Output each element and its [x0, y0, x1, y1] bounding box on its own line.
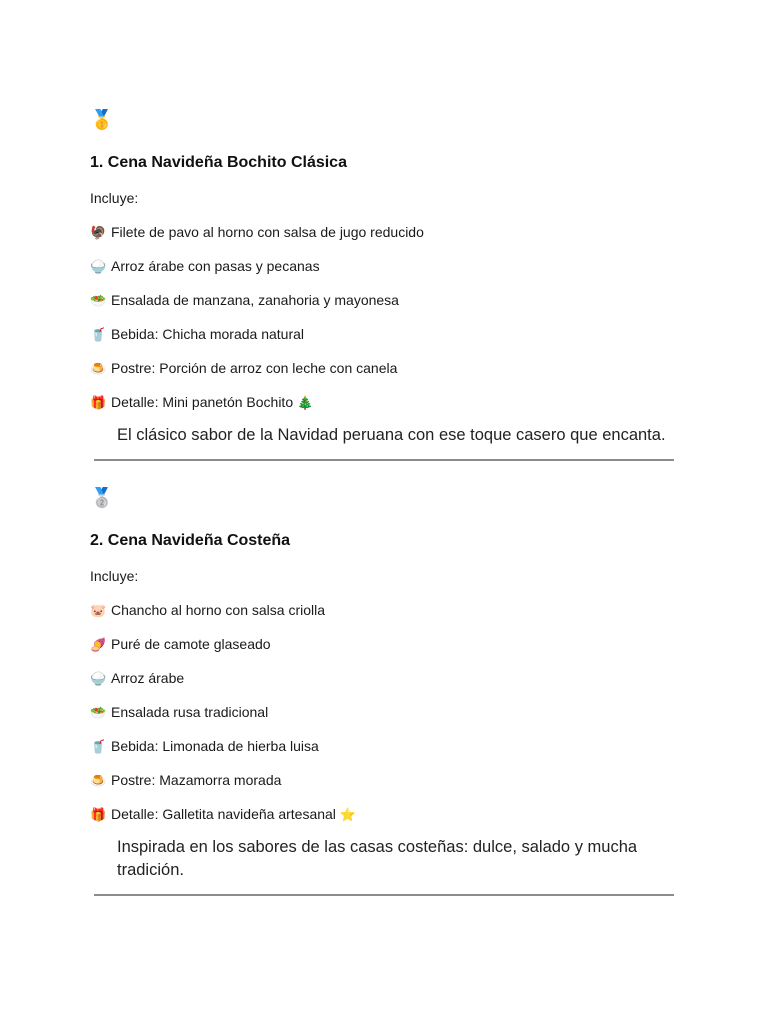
rice-bowl-icon: 🍚 [90, 259, 107, 274]
menu-item-text: Postre: Porción de arroz con leche con canela [111, 360, 398, 376]
pig-icon: 🐷 [90, 603, 107, 618]
menu-item [90, 222, 680, 242]
menu-item-text: Chancho al horno con salsa criolla [111, 602, 326, 618]
turkey-icon: 🦃 [90, 225, 107, 240]
menu-item [90, 634, 680, 654]
silver-medal-icon: 🥈 [90, 488, 114, 509]
menu-item [90, 392, 680, 412]
menu-item [90, 804, 680, 824]
menu-item-list [90, 600, 680, 824]
menu-title: 2. Cena Navideña Costeña [90, 532, 291, 549]
menu-section-bochito-clasica [90, 109, 680, 461]
sweet-potato-icon: 🍠 [90, 637, 107, 652]
menu-item-list [90, 222, 680, 412]
drink-cup-icon: 🥤 [90, 739, 107, 754]
menu-description: Inspirada en los sabores de las casas costeñas: dulce, salado y mucha tradición. [117, 838, 638, 879]
menu-item-text: Ensalada rusa tradicional [111, 704, 269, 720]
menu-item [90, 702, 680, 722]
salad-icon: 🥗 [90, 705, 107, 720]
menu-item [90, 290, 680, 310]
star-icon: ⭐ [339, 807, 357, 822]
menu-item-text: Filete de pavo al horno con salsa de jugo reducido [111, 224, 424, 240]
menu-description: El clásico sabor de la Navidad peruana con ese toque casero que encanta. [117, 426, 666, 444]
salad-icon: 🥗 [90, 293, 107, 308]
menu-item-text: Detalle: Mini panetón Bochito [111, 394, 294, 410]
menu-item [90, 736, 680, 756]
divider [94, 894, 674, 896]
includes-label: Incluye: [90, 190, 139, 206]
gold-medal-icon: 🥇 [90, 110, 114, 131]
menu-item-text: Bebida: Limonada de hierba luisa [111, 738, 319, 754]
menu-item-text: Puré de camote glaseado [111, 636, 271, 652]
menu-item [90, 668, 680, 688]
christmas-tree-icon: 🎄 [297, 395, 314, 410]
menu-item-text: Arroz árabe [111, 670, 185, 686]
menu-item [90, 600, 680, 620]
menu-item [90, 324, 680, 344]
menu-item [90, 358, 680, 378]
menu-item [90, 256, 680, 276]
drink-cup-icon: 🥤 [90, 327, 107, 342]
menu-item [90, 770, 680, 790]
menu-item-text: Arroz árabe con pasas y pecanas [111, 258, 320, 274]
divider [94, 459, 674, 461]
custard-icon: 🍮 [90, 773, 107, 788]
menu-item-text: Bebida: Chicha morada natural [111, 326, 305, 342]
gift-icon: 🎁 [90, 395, 107, 410]
menu-title: 1. Cena Navideña Bochito Clásica [90, 154, 347, 171]
menu-item-text: Ensalada de manzana, zanahoria y mayonesa [111, 292, 399, 308]
includes-label: Incluye: [90, 568, 139, 584]
gift-icon: 🎁 [90, 807, 107, 822]
menu-item-text: Postre: Mazamorra morada [111, 772, 282, 788]
custard-icon: 🍮 [90, 361, 107, 376]
menu-section-costena [90, 487, 680, 896]
menu-item-text: Detalle: Galletita navideña artesanal [111, 806, 336, 822]
rice-bowl-icon: 🍚 [90, 671, 107, 686]
